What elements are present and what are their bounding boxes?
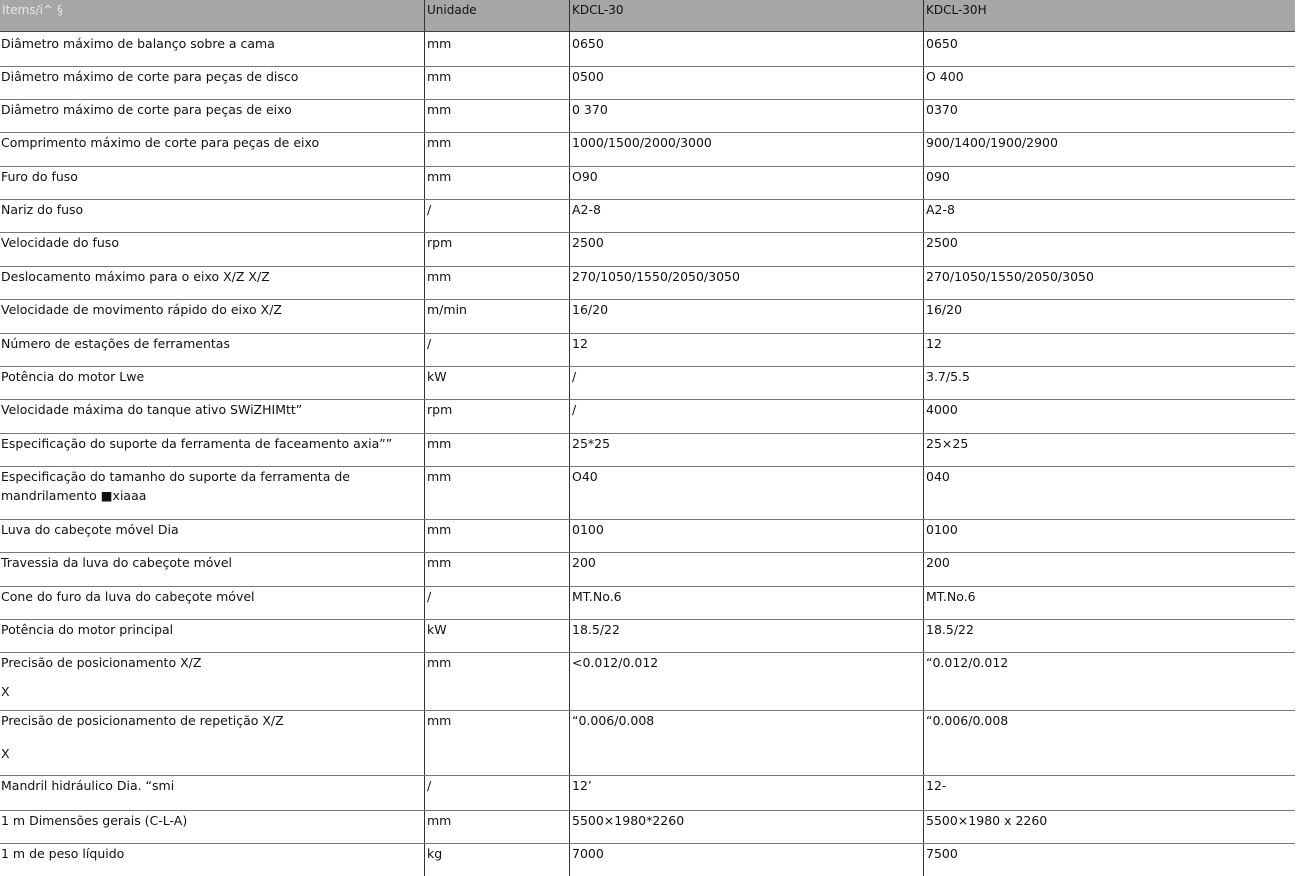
item-name: X <box>1 746 10 761</box>
item-name: Nariz do fuso <box>1 202 84 217</box>
model-a-value: 2500 <box>572 235 604 250</box>
unit-cell: mm <box>427 522 452 537</box>
item-name: Precisão de posicionamento de repetição X/Z <box>1 713 284 728</box>
model-b-value: O 400 <box>926 69 964 84</box>
row-divider <box>0 166 1295 167</box>
model-b-value: MT.No.6 <box>926 589 976 604</box>
model-a-value: 270/1050/1550/2050/3050 <box>572 269 740 284</box>
row-divider <box>0 775 1295 776</box>
unit-cell: mm <box>427 713 452 728</box>
model-b-value: 12 <box>926 336 942 351</box>
item-name: 1 m Dimensões gerais (C-L-A) <box>1 813 188 828</box>
unit-cell: kW <box>427 622 447 637</box>
item-name: Luva do cabeçote móvel Dia <box>1 522 179 537</box>
item-name: Potência do motor principal <box>1 622 174 637</box>
item-name: Velocidade máxima do tanque ativo SWiZHIMtt” <box>1 402 303 417</box>
unit-cell: mm <box>427 813 452 828</box>
model-a-value: <0.012/0.012 <box>572 655 659 670</box>
header-items: Items/i^ § <box>2 3 63 17</box>
unit-cell: mm <box>427 436 452 451</box>
model-a-value: O40 <box>572 469 598 484</box>
model-b-value: A2-8 <box>926 202 955 217</box>
table-header <box>0 0 1295 32</box>
item-name: Especificação do suporte da ferramenta de faceamento axia”” <box>1 436 393 451</box>
model-b-value: 200 <box>926 555 950 570</box>
unit-cell: mm <box>427 269 452 284</box>
model-a-value: / <box>572 369 577 384</box>
item-name: X <box>1 684 10 699</box>
model-a-value: 18.5/22 <box>572 622 620 637</box>
model-a-value: 12’ <box>572 778 592 793</box>
item-name: Velocidade de movimento rápido do eixo X/Z <box>1 302 282 317</box>
item-name: 1 m de peso líquido <box>1 846 125 861</box>
item-name: Número de estações de ferramentas <box>1 336 230 351</box>
model-a-value: 5500×1980*2260 <box>572 813 685 828</box>
model-b-value: “0.012/0.012 <box>926 655 1009 670</box>
row-divider <box>0 519 1295 520</box>
model-b-value: 3.7/5.5 <box>926 369 970 384</box>
model-b-value: “0.006/0.008 <box>926 713 1009 728</box>
model-a-value: MT.No.6 <box>572 589 622 604</box>
model-a-value: 25*25 <box>572 436 611 451</box>
model-b-value: 270/1050/1550/2050/3050 <box>926 269 1094 284</box>
model-a-value: 12 <box>572 336 588 351</box>
model-a-value: / <box>572 402 577 417</box>
model-b-value: 2500 <box>926 235 958 250</box>
model-b-value: 12- <box>926 778 947 793</box>
row-divider <box>0 619 1295 620</box>
unit-cell: mm <box>427 469 452 484</box>
model-b-value: 900/1400/1900/2900 <box>926 135 1058 150</box>
model-b-value: 7500 <box>926 846 958 861</box>
unit-cell: kg <box>427 846 443 861</box>
row-divider <box>0 232 1295 233</box>
model-a-value: “0.006/0.008 <box>572 713 655 728</box>
item-name: Deslocamento máximo para o eixo X/Z X/Z <box>1 269 270 284</box>
model-a-value: 7000 <box>572 846 604 861</box>
item-name: Travessia da luva do cabeçote móvel <box>1 555 232 570</box>
model-a-value: 0 370 <box>572 102 608 117</box>
unit-cell: mm <box>427 555 452 570</box>
header-unit: Unidade <box>427 3 477 17</box>
item-name: Especificação do tamanho do suporte da ferramenta de mandrilamento ■xiaaa <box>1 469 350 503</box>
model-b-value: 0100 <box>926 522 958 537</box>
model-b-value: 5500×1980 x 2260 <box>926 813 1048 828</box>
unit-cell: mm <box>427 36 452 51</box>
item-name: Comprimento máximo de corte para peças de eixo <box>1 135 320 150</box>
unit-cell: m/min <box>427 302 467 317</box>
model-a-value: O90 <box>572 169 598 184</box>
model-a-value: 0100 <box>572 522 604 537</box>
unit-cell: / <box>427 778 432 793</box>
unit-cell: rpm <box>427 402 453 417</box>
header-model-a: KDCL-30 <box>572 3 624 17</box>
unit-cell: / <box>427 336 432 351</box>
model-b-value: 090 <box>926 169 950 184</box>
model-a-value: 1000/1500/2000/3000 <box>572 135 712 150</box>
model-a-value: 0500 <box>572 69 604 84</box>
model-b-value: 18.5/22 <box>926 622 974 637</box>
row-divider <box>0 199 1295 200</box>
model-b-value: 25×25 <box>926 436 969 451</box>
row-divider <box>0 843 1295 844</box>
model-b-value: 040 <box>926 469 950 484</box>
item-name: Mandril hidráulico Dia. “smi <box>1 778 175 793</box>
unit-cell: / <box>427 202 432 217</box>
item-name: Diâmetro máximo de corte para peças de eixo <box>1 102 292 117</box>
unit-cell: mm <box>427 69 452 84</box>
item-name: Velocidade do fuso <box>1 235 119 250</box>
model-a-value: 0650 <box>572 36 604 51</box>
model-a-value: A2-8 <box>572 202 601 217</box>
header-model-b: KDCL-30H <box>926 3 987 17</box>
unit-cell: / <box>427 589 432 604</box>
model-b-value: 0650 <box>926 36 958 51</box>
unit-cell: rpm <box>427 235 453 250</box>
model-a-value: 200 <box>572 555 596 570</box>
unit-cell: mm <box>427 102 452 117</box>
model-b-value: 0370 <box>926 102 958 117</box>
unit-cell: kW <box>427 369 447 384</box>
unit-cell: mm <box>427 135 452 150</box>
item-name: Cone do furo da luva do cabeçote móvel <box>1 589 255 604</box>
item-name: Furo do fuso <box>1 169 78 184</box>
item-name: Potência do motor Lwe <box>1 369 145 384</box>
unit-cell: mm <box>427 169 452 184</box>
item-name: Diâmetro máximo de corte para peças de disco <box>1 69 299 84</box>
model-b-value: 16/20 <box>926 302 963 317</box>
unit-cell: mm <box>427 655 452 670</box>
item-name: Diâmetro máximo de balanço sobre a cama <box>1 36 275 51</box>
model-b-value: 4000 <box>926 402 958 417</box>
row-divider <box>0 366 1295 367</box>
model-a-value: 16/20 <box>572 302 609 317</box>
item-name: Precisão de posicionamento X/Z <box>1 655 202 670</box>
